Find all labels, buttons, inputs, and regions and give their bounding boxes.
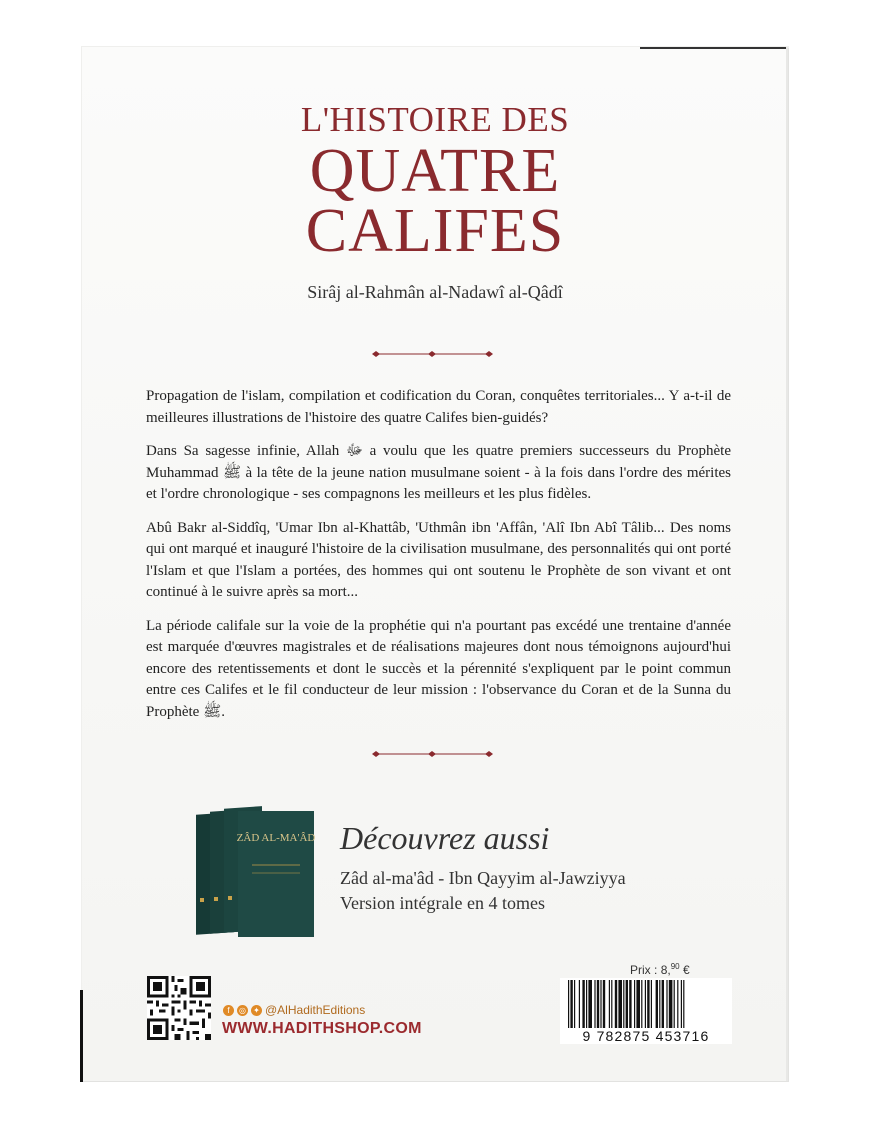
barcode-bar (615, 980, 617, 1028)
title-line-2: QUATRE (309, 137, 561, 205)
barcode-bar (626, 980, 628, 1028)
paragraph: Abû Bakr al-Siddîq, 'Umar Ibn al-Khattâb, 'Uthmân ibn 'Affân, 'Alî Ibn Abî Tâlib... Des noms qui ont marqué et inauguré l'histoire de la civilisation musulmane, des personnalités qui ont porté l'Islam et que l'Islam a portées, des hommes qui ont soutenu le Prophète de son vivant et ont continué à le suivre après sa mort... (146, 519, 731, 600)
barcode-bar (666, 980, 667, 1028)
barcode-bar (623, 980, 624, 1028)
social-row (223, 1003, 365, 1017)
barcode-bar (588, 980, 592, 1028)
barcode-bar (594, 980, 595, 1028)
instagram-icon[interactable]: ◎ (237, 1005, 248, 1016)
title-line-1: L'HISTOIRE DES (300, 100, 570, 139)
ornament-divider-icon (370, 748, 495, 760)
barcode-bar (629, 980, 631, 1028)
author-name: Sirâj al-Rahmân al-Nadawî al-Qâdî (307, 282, 563, 302)
barcode-bar (647, 980, 649, 1028)
isbn-digits: 9 782875 453716 (560, 1028, 732, 1044)
paragraph: Dans Sa sagesse infinie, Allah ﷻ a voulu que les quatre premiers successeurs du Prophète Muhammad ﷺ à la tête de la jeune nation musulmane soient - à la fois dans l'ordre des mérites et l'ordre chronologique - ses compagnons les meilleurs et les plus fidèles. (146, 443, 731, 502)
barcode-bar (659, 980, 660, 1028)
paragraph: Propagation de l'islam, compilation et codification du Coran, conquêtes territoriales... Y a-t-il de meilleures illustrations de l'histoire des quatre Califes bien-guidés? (146, 388, 731, 426)
qr-code-icon (147, 976, 211, 1040)
barcode-bar (651, 980, 652, 1028)
barcode-bar (636, 980, 640, 1028)
discover-heading: Découvrez aussi (340, 820, 550, 856)
discover-subtitle: Version intégrale en 4 tomes (340, 893, 545, 913)
barcode-bar (674, 980, 675, 1028)
twitter-icon[interactable]: ✦ (251, 1005, 262, 1016)
paragraph: La période califale sur la voie de la prophétie qui n'a pourtant pas excédé une trentaine d'année est marquée d'œuvres magistrales et de réalisations majeures dont nous témoignons aujourd'hui encore des retentissements et dont le succès et la pérennité s'expliquent par le point commun entre ces Califes et le fil conducteur de leur mission : l'observance du Coran et de la Sunna du Prophète ﷺ. (146, 617, 731, 720)
barcode-bar (600, 980, 601, 1028)
cover-edge-shadow (80, 990, 83, 1082)
barcode-bar (597, 980, 599, 1028)
price-main: 8, (660, 963, 671, 977)
price-cents: 90 (670, 962, 680, 971)
barcode-bar (574, 980, 575, 1028)
price-label: Prix : (630, 963, 658, 977)
description-text (146, 386, 731, 735)
barcode-bar (681, 980, 682, 1028)
facebook-icon[interactable]: f (223, 1005, 234, 1016)
barcode-bar (656, 980, 658, 1028)
social-handle: @AlHadithEditions (265, 1003, 366, 1017)
barcode-bar (570, 980, 572, 1028)
barcode-bar (609, 980, 610, 1028)
book-set-image (192, 803, 322, 943)
barcode-bar (662, 980, 664, 1028)
price (630, 962, 690, 977)
website-link[interactable]: WWW.HADITHSHOP.COM (222, 1020, 422, 1037)
barcode-icon (560, 978, 732, 1030)
barcode-bar (611, 980, 612, 1028)
barcode-bar (641, 980, 642, 1028)
barcode-bar (669, 980, 673, 1028)
discover-title: Zâd al-ma'âd - Ibn Qayyim al-Jawziyya (340, 868, 626, 888)
barcode-bar (568, 980, 569, 1028)
barcode-bar (582, 980, 584, 1028)
barcode-bar (586, 980, 587, 1028)
barcode-bar (634, 980, 635, 1028)
barcode-bar (579, 980, 580, 1028)
title-line-3: CALIFES (305, 197, 565, 265)
ornament-divider-icon (370, 348, 495, 360)
cover-top-edge (640, 47, 788, 49)
barcode-bar (677, 980, 678, 1028)
book-spine-title: ZÂD AL-MA'ÂD (236, 832, 316, 844)
barcode-bar (603, 980, 605, 1028)
barcode-bar (683, 980, 684, 1028)
barcode-bar (618, 980, 622, 1028)
price-currency: € (682, 963, 690, 977)
barcode-bar (645, 980, 646, 1028)
